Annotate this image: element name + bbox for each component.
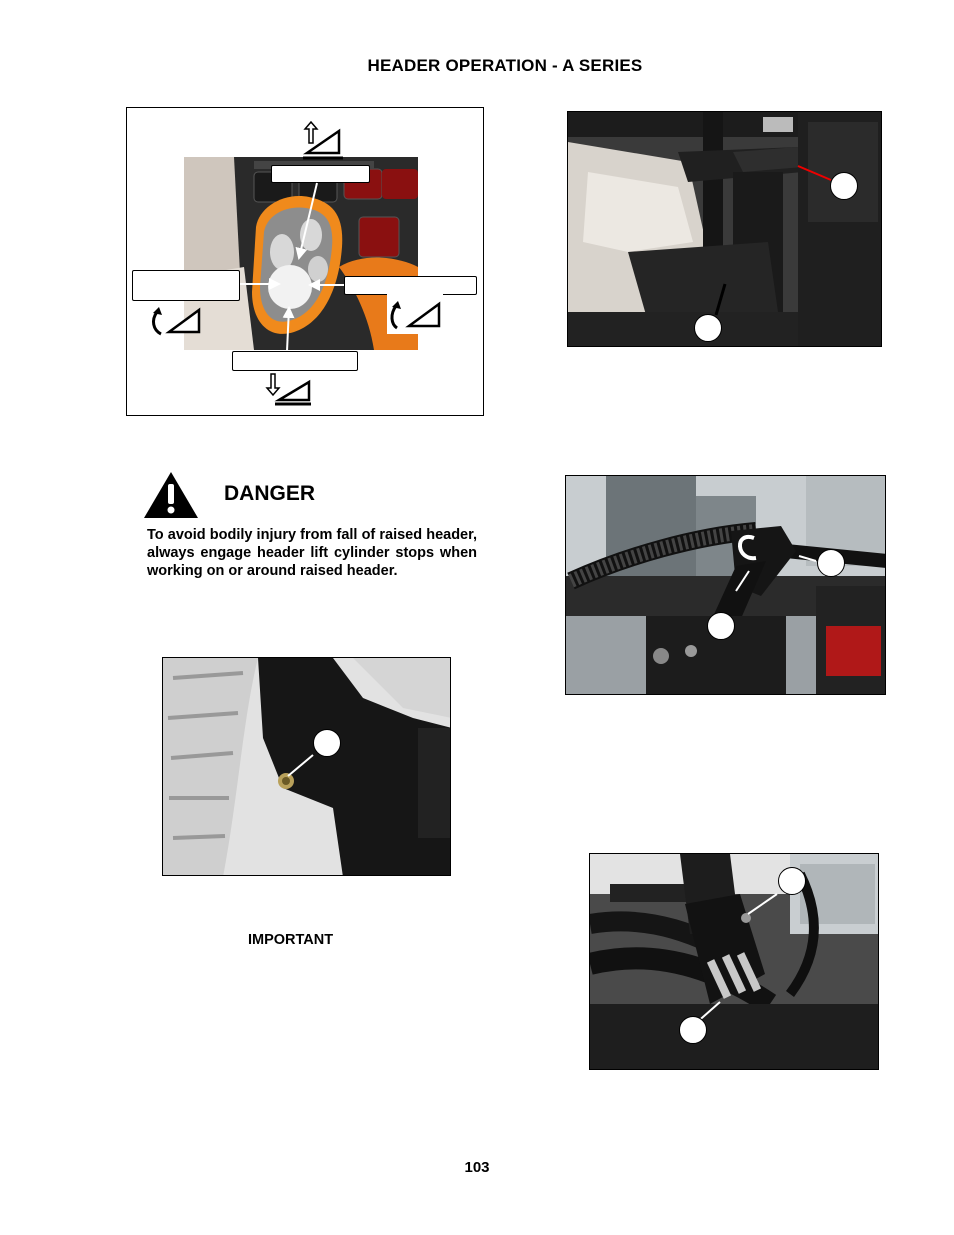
page-title: HEADER OPERATION - A SERIES: [367, 56, 643, 75]
control-switch-figure: [126, 107, 484, 416]
callout-circle: [830, 172, 858, 200]
callout-circle: [694, 314, 722, 342]
callout-circle: [778, 867, 806, 895]
header-tilt-forward-icon: [387, 294, 443, 334]
danger-text: To avoid bodily injury from fall of raised header, always engage header lift cylinder stops when working on or around raised header.: [147, 527, 477, 579]
callout-circle: [707, 612, 735, 640]
spring-linkage-photo: [565, 475, 886, 695]
callout-circle: [679, 1016, 707, 1044]
callout-circle: [313, 729, 341, 757]
callout-circle: [817, 549, 845, 577]
header-lower-icon: [265, 370, 313, 408]
warning-triangle-icon: [142, 470, 200, 520]
lift-cylinder-stop-photo: [567, 111, 882, 347]
header-tilt-back-icon: [149, 304, 203, 338]
cylinder-pin-photo: [162, 657, 451, 876]
page-number: 103: [464, 1159, 490, 1176]
danger-title: DANGER: [224, 482, 316, 505]
header-raise-icon: [299, 121, 345, 161]
hydraulic-lines-photo: [589, 853, 879, 1070]
important-label: IMPORTANT: [248, 932, 334, 948]
